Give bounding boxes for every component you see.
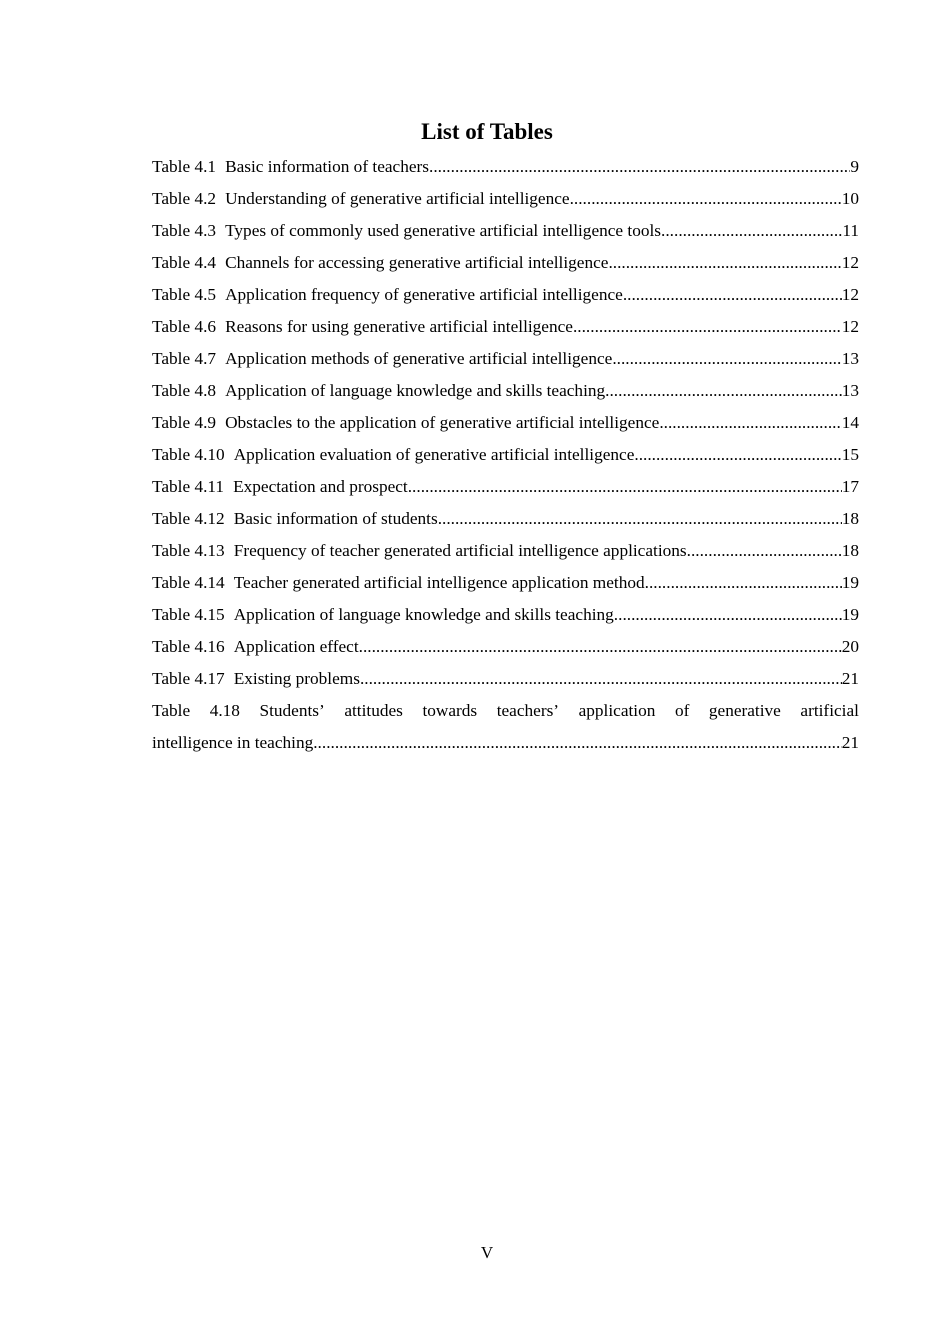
toc-entry[interactable] [152, 183, 859, 215]
toc-entry-title: Teacher generated artificial intelligence application method [233, 573, 645, 592]
toc-entry-label: Table 4.17 [152, 669, 225, 688]
toc-word: of [674, 701, 690, 720]
toc-entry[interactable] [152, 663, 859, 695]
toc-entry-label: Table 4.11 [152, 477, 225, 496]
toc-word: Students’ [259, 701, 325, 720]
toc-entry-page: 19 [841, 573, 859, 592]
dot-leader [429, 151, 850, 183]
dot-leader [687, 535, 842, 567]
dot-leader [612, 343, 841, 375]
toc-entry[interactable] [152, 247, 859, 279]
dot-leader [608, 247, 841, 279]
dot-leader [614, 599, 842, 631]
toc-entry-label: Table 4.13 [152, 541, 225, 560]
dot-leader [570, 183, 842, 215]
toc-word: generative [708, 701, 781, 720]
toc-entry-title: Application frequency of generative artificial intelligence [225, 285, 623, 304]
toc-entry-title: Expectation and prospect [233, 477, 408, 496]
toc-entry-page: 15 [841, 445, 859, 464]
toc-entry-page: 18 [841, 509, 859, 528]
toc-entry-title: Reasons for using generative artificial intelligence [225, 317, 573, 336]
toc-entry-first-line [152, 695, 859, 727]
toc-entry-label: Table 4.5 [152, 285, 217, 304]
toc-entry-label: Table 4.9 [152, 413, 217, 432]
toc-entry-title: Basic information of teachers [225, 157, 430, 176]
toc-entry[interactable] [152, 407, 859, 439]
toc-entry-title: Application effect [233, 637, 359, 656]
dot-leader [659, 407, 841, 439]
toc-entry-title: Application of language knowledge and skills teaching [233, 605, 614, 624]
toc-entry[interactable] [152, 311, 859, 343]
toc-entry[interactable] [152, 535, 859, 567]
toc-entry-title: Frequency of teacher generated artificial intelligence applications [233, 541, 687, 560]
toc-entry-page: 12 [841, 317, 859, 336]
toc-entry[interactable] [152, 279, 859, 311]
toc-entry[interactable] [152, 631, 859, 663]
toc-entry-page: 19 [841, 605, 859, 624]
toc-entry-page: 21 [841, 669, 859, 688]
toc-entry-label: Table 4.3 [152, 221, 217, 240]
dot-leader [360, 663, 842, 695]
toc-entry-page: 18 [841, 541, 859, 560]
footer-page-number: V [480, 1243, 494, 1262]
toc-entry-title: Obstacles to the application of generative artificial intelligence [225, 413, 660, 432]
toc-entry-page: 12 [841, 253, 859, 272]
dot-leader [634, 439, 841, 471]
toc-entry[interactable] [152, 151, 859, 183]
toc-entry[interactable] [152, 471, 859, 503]
toc-entry-label: Table 4.15 [152, 605, 225, 624]
toc-entry-label: Table 4.2 [152, 189, 217, 208]
toc-entry-label: Table 4.7 [152, 349, 217, 368]
dot-leader [408, 471, 842, 503]
toc-entry-second-line [152, 727, 859, 759]
toc-entry-title: Channels for accessing generative artificial intelligence [225, 253, 609, 272]
table-of-contents [152, 151, 859, 759]
toc-entry-page: 17 [841, 477, 859, 496]
toc-entry-title: Application methods of generative artificial intelligence [225, 349, 613, 368]
toc-entry-page: 20 [841, 637, 859, 656]
toc-entry-title: Application of language knowledge and skills teaching [225, 381, 606, 400]
toc-entry-page: 13 [841, 381, 859, 400]
toc-entry-page: 10 [841, 189, 859, 208]
dot-leader [623, 279, 842, 311]
dot-leader [605, 375, 842, 407]
toc-word: attitudes [344, 701, 403, 720]
toc-entry-title: Basic information of students [233, 509, 438, 528]
toc-entry[interactable] [152, 343, 859, 375]
dot-leader [313, 727, 841, 759]
toc-entry-label: Table 4.8 [152, 381, 217, 400]
toc-entry-title: Existing problems [233, 669, 360, 688]
toc-entry-label: Table 4.16 [152, 637, 225, 656]
page-title: List of Tables [421, 119, 553, 144]
dot-leader [661, 215, 842, 247]
toc-entry-page: 11 [842, 221, 859, 240]
toc-entry-title-continued: intelligence in teaching [152, 733, 314, 752]
toc-entry-label: Table 4.14 [152, 573, 225, 592]
toc-entry-label: Table 4.6 [152, 317, 217, 336]
dot-leader [359, 631, 842, 663]
toc-word: towards [422, 701, 478, 720]
toc-entry-label: Table 4.4 [152, 253, 217, 272]
toc-entry[interactable] [152, 215, 859, 247]
toc-entry-page: 9 [850, 157, 859, 176]
toc-entry[interactable] [152, 375, 859, 407]
dot-leader [438, 503, 842, 535]
toc-entry[interactable] [152, 567, 859, 599]
toc-entry-page: 13 [841, 349, 859, 368]
toc-word: Table [152, 701, 191, 720]
toc-word: teachers’ [496, 701, 560, 720]
toc-entry[interactable] [152, 439, 859, 471]
toc-entry[interactable] [152, 503, 859, 535]
toc-word: 4.18 [209, 701, 240, 720]
toc-entry-wrapped[interactable] [152, 695, 859, 759]
toc-entry-page: 12 [841, 285, 859, 304]
dot-leader [573, 311, 842, 343]
toc-word: artificial [800, 701, 859, 720]
toc-entry-page: 21 [841, 733, 859, 752]
toc-entry-label: Table 4.10 [152, 445, 225, 464]
toc-entry-title: Types of commonly used generative artificial intelligence tools [225, 221, 662, 240]
toc-entry-label: Table 4.1 [152, 157, 217, 176]
toc-entry[interactable] [152, 599, 859, 631]
toc-entry-title: Application evaluation of generative artificial intelligence [233, 445, 635, 464]
dot-leader [645, 567, 842, 599]
toc-entry-page: 14 [841, 413, 859, 432]
toc-entry-label: Table 4.12 [152, 509, 225, 528]
toc-word: application [578, 701, 656, 720]
toc-entry-title: Understanding of generative artificial intelligence [225, 189, 570, 208]
